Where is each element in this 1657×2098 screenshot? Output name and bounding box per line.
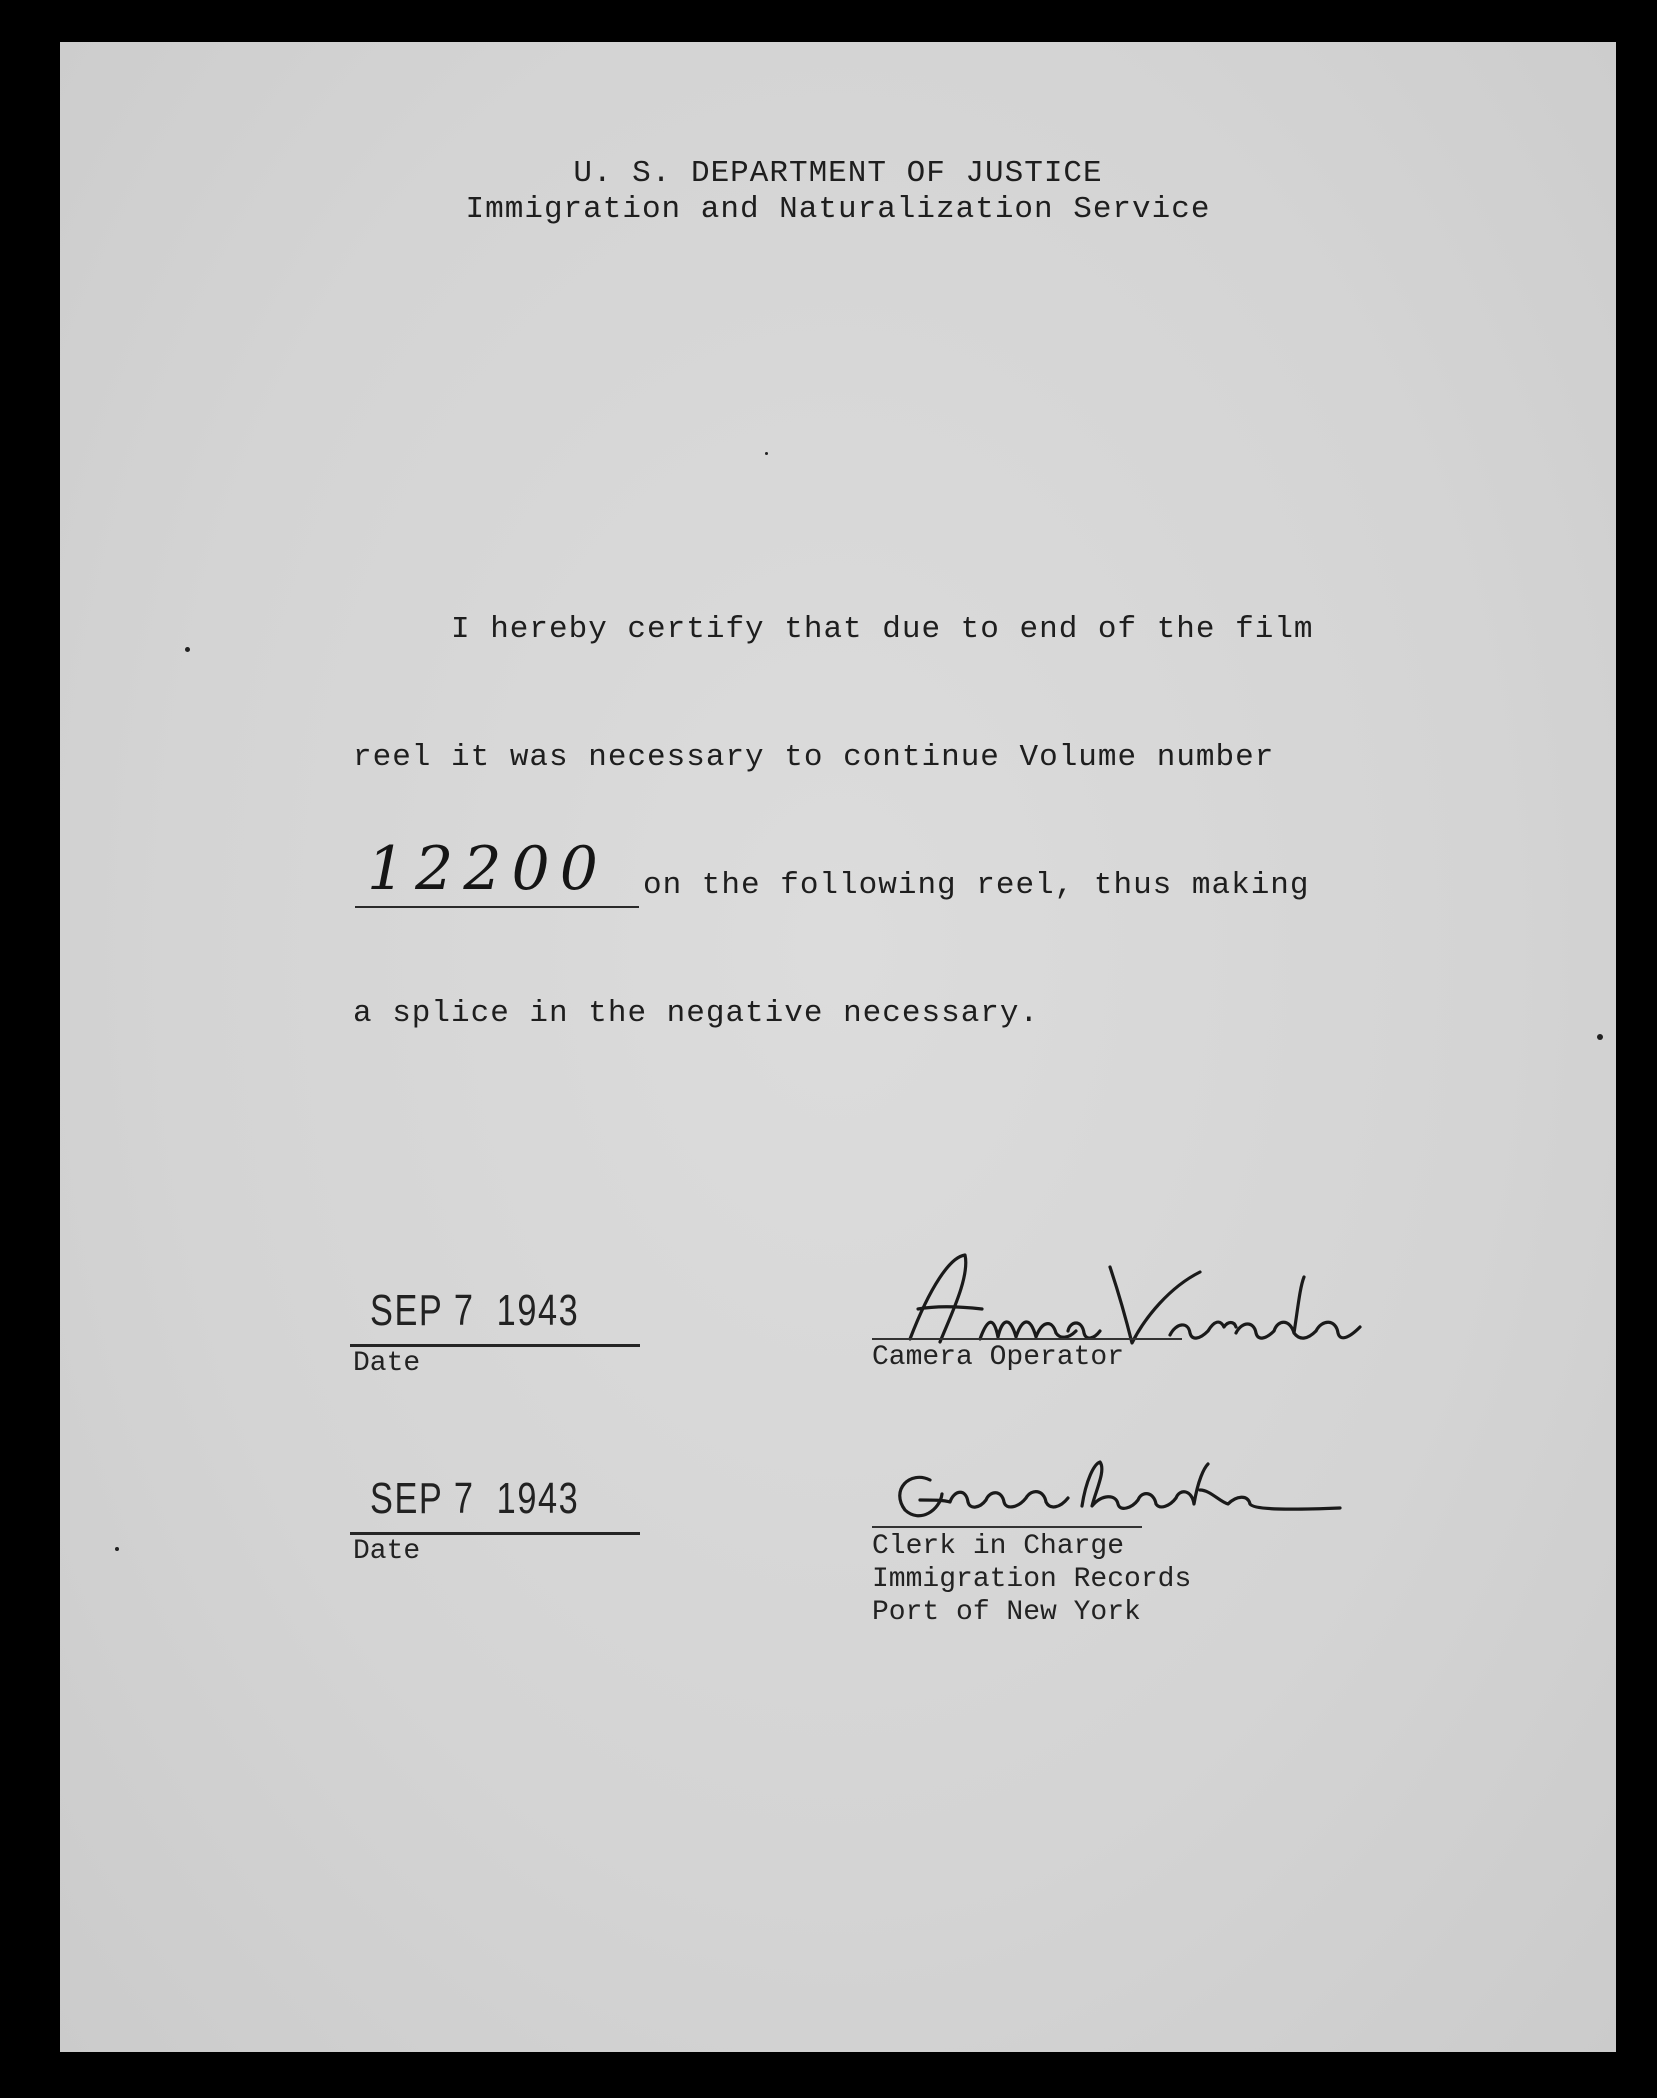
body-line-1: I hereby certify that due to end of the film — [451, 612, 1314, 647]
date-stamp-2 — [350, 1470, 640, 1535]
body-line-4: a splice in the negative necessary. — [353, 996, 1040, 1031]
document-page — [60, 42, 1616, 2052]
date-stamp-text-2: SEP 7 1943 — [370, 1474, 580, 1523]
clerk-signature-line — [872, 1526, 1142, 1528]
volume-number-handwritten: 12200 — [367, 834, 608, 904]
body-line-3: on the following reel, thus making — [643, 868, 1310, 903]
camera-operator-title: Camera Operator — [872, 1342, 1125, 1373]
date-label-2: Date — [353, 1536, 421, 1567]
date-stamp-1 — [350, 1282, 640, 1347]
volume-number-field — [355, 834, 639, 908]
date-stamp-text-1: SEP 7 1943 — [370, 1286, 580, 1335]
header-department: U. S. DEPARTMENT OF JUSTICE — [573, 156, 1103, 191]
body-line-2: reel it was necessary to continue Volume number — [353, 740, 1275, 775]
clerk-title: Clerk in Charge Immigration Records Port of New York — [872, 1531, 1192, 1628]
header-service: Immigration and Naturalization Service — [465, 192, 1211, 227]
dust-speck — [1597, 1034, 1603, 1040]
dust-speck — [185, 647, 190, 652]
dust-speck — [115, 1547, 119, 1551]
date-label-1: Date — [353, 1348, 421, 1379]
dust-speck — [765, 452, 768, 455]
camera-operator-signature-line — [872, 1338, 1182, 1340]
